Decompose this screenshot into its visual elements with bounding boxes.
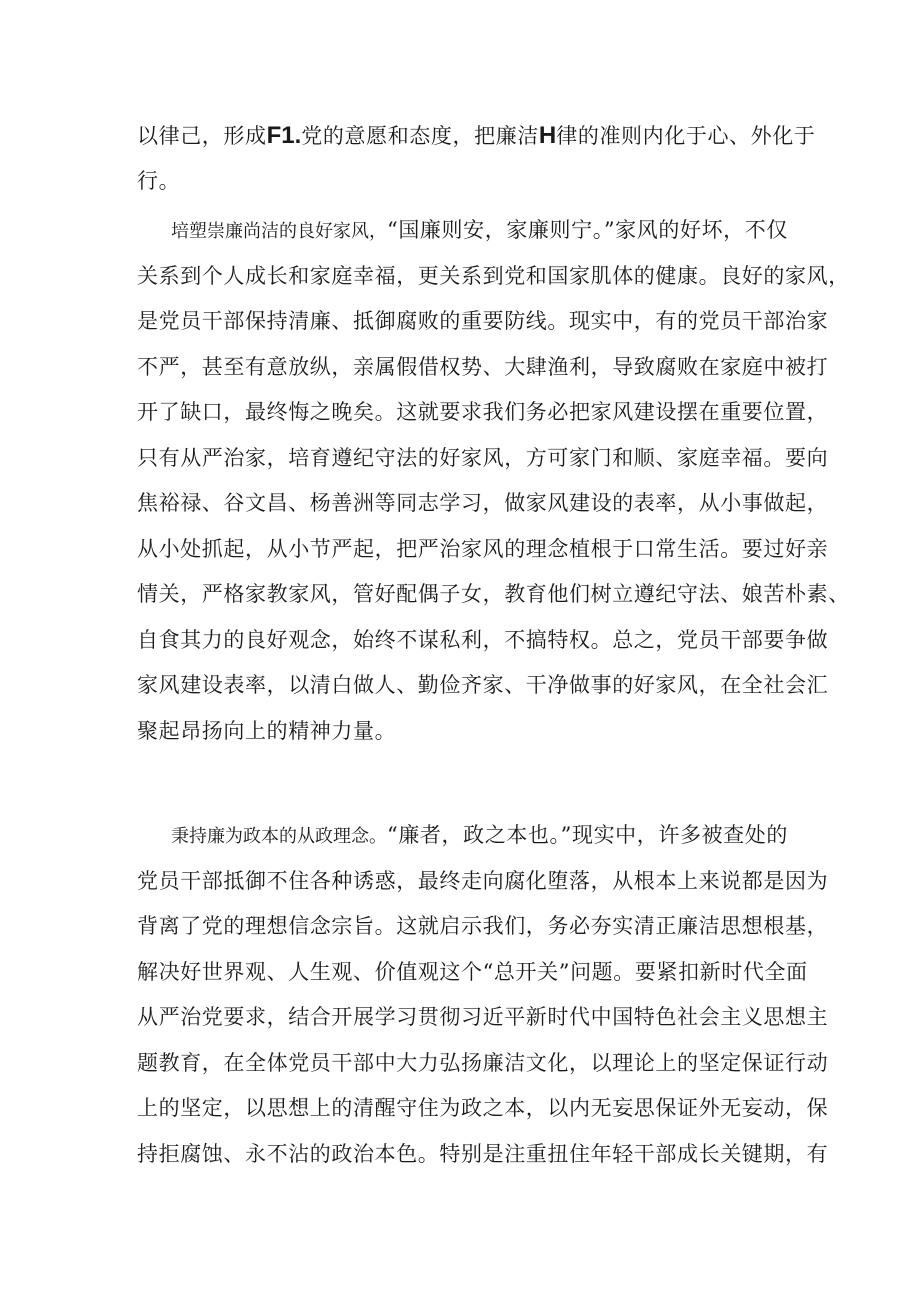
paragraph-line: 聚起昂扬向上的精神力量。	[137, 718, 397, 743]
paragraph-line: 是党员干部保持清廉、抵御腐败的重要防线。现实中，有的党员干部治家	[137, 309, 829, 333]
paragraph-line: 焦裕禄、谷文昌、杨善洲等同志学习，做家风建设的表率，从小事做起，	[137, 491, 829, 515]
garbled-text-run: H	[538, 122, 557, 149]
text-run: “廉者，政之本也。”现实中，许多被查处的	[387, 823, 788, 847]
text-run: “国廉则安，家廉则宁。”家风的好坏，不仅	[387, 218, 788, 242]
paragraph-continuation	[137, 113, 816, 204]
garbled-text-run: F1.	[266, 122, 302, 149]
paragraph-line: 党员干部抵御不住各种诱惑，最终走向腐化堕落，从根本上来说都是因为	[137, 868, 829, 893]
paragraph-line: 解决好世界观、人生观、价值观这个“总开关”问题。要紧扣新时代全面	[137, 959, 808, 984]
paragraph-line: 上的坚定，以思想上的清醒守住为政之本，以内无妄思保证外无妄动，保	[137, 1096, 829, 1120]
paragraph-first-line	[137, 813, 787, 859]
paragraph-line: 背离了党的理想信念宗旨。这就启示我们，务必夯实清正廉洁思想根基，	[137, 914, 829, 938]
paragraph-first-line	[137, 208, 787, 254]
paragraph-lead-heading: 秉持廉为政本的从政理念。	[171, 826, 387, 847]
text-run: 以律己，形成	[137, 124, 267, 148]
text-run: 律的准则内化于心、外化于	[556, 124, 816, 148]
paragraph-line: 家风建设表率，以清白做人、勤俭齐家、干净做事的好家风，在全社会汇	[137, 673, 829, 697]
paragraph-line: 持拒腐蚀、永不沾的政治本色。特别是注重扭住年轻干部成长关键期，有	[137, 1141, 829, 1166]
paragraph-line: 从小处抓起，从小节严起，把严治家风的理念植根于口常生活。要过好亲	[137, 536, 829, 561]
paragraph-line: 只有从严治家，培育遵纪守法的好家风，方可家门和顺、家庭幸福。要向	[137, 445, 829, 470]
paragraph-line: 自食其力的良好观念，始终不谋私利，不搞特权。总之，党员干部要争做	[137, 627, 829, 652]
paragraph-family-style	[137, 208, 850, 754]
paragraph-line: 题教育，在全体党员干部中大力弘扬廉洁文化，以理论上的坚定保证行动	[137, 1050, 829, 1075]
paragraph-lead-heading: 培塑崇廉尚洁的良好家风，	[171, 221, 387, 242]
paragraph-line	[137, 113, 816, 159]
paragraph-integrity-principle	[137, 813, 829, 1177]
paragraph-line: 情关，严格家教家风，管好配偶子女，教育他们树立遵纪守法、娘苦朴素、	[137, 582, 850, 606]
paragraph-line: 开了缺口，最终悔之晚矣。这就要求我们务必把家风建设摆在重要位置，	[137, 400, 829, 424]
paragraph-line: 从严治党要求，结合开展学习贯彻习近平新时代中国特色社会主义思想主	[137, 1005, 829, 1029]
paragraph-line: 不严，甚至有意放纵，亲属假借权势、大肆渔利，导致腐败在家庭中被打	[137, 354, 829, 379]
text-run: 党的意愿和态度，把廉洁	[301, 124, 539, 148]
paragraph-line: 关系到个人成长和家庭幸福，更关系到党和国家肌体的健康。良好的家风，	[137, 263, 850, 288]
paragraph-line: 行。	[137, 168, 181, 193]
